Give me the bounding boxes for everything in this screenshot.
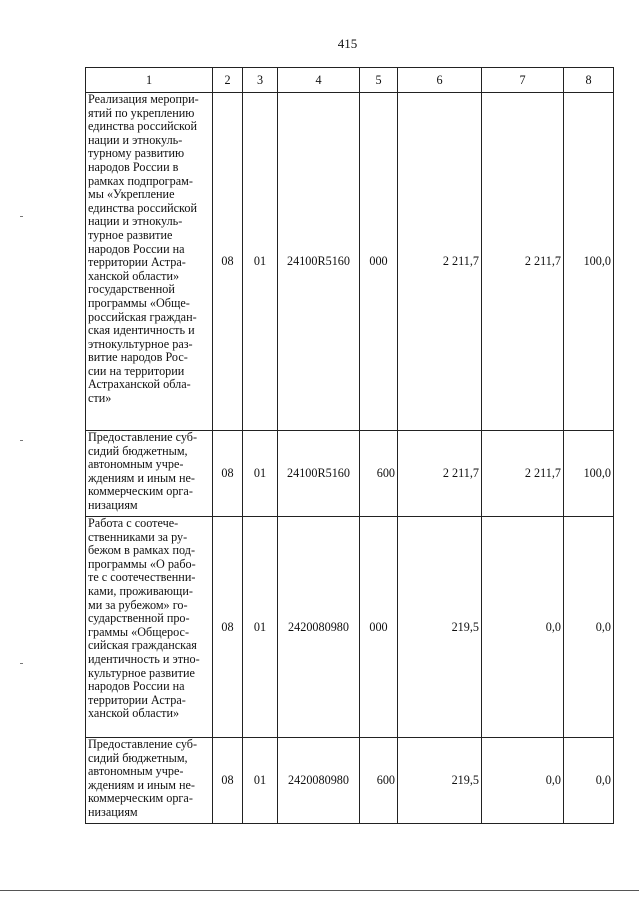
row-name: Реализация меропри- ятий по укреплению единства российской нации и этнокуль- турному развитию народов России в рамках подпрограм- мы «Укрепление единства российской нации и этнокуль- турное развитие народов России на территории Астра- ханской области» государственной программы «Обще- российская граждан- ская идентичность и этнокультурное раз- витие народов Рос- сии на территории Астраханской обла- сти» [86, 93, 213, 431]
row-value-7: 0,0 [482, 738, 564, 824]
row-value-7: 0,0 [482, 517, 564, 738]
header-col-7: 7 [482, 68, 564, 93]
table-row [86, 738, 614, 824]
row-target-article: 24100R5160 [278, 431, 360, 517]
header-col-4: 4 [278, 68, 360, 93]
row-value-6: 219,5 [398, 738, 482, 824]
row-value-8: 0,0 [564, 738, 614, 824]
row-value-8: 100,0 [564, 93, 614, 431]
row-target-article: 24100R5160 [278, 93, 360, 431]
row-subsection: 01 [243, 431, 278, 517]
header-col-5: 5 [360, 68, 398, 93]
row-subsection: 01 [243, 738, 278, 824]
table-row [86, 517, 614, 738]
row-target-article: 2420080980 [278, 517, 360, 738]
row-section: 08 [213, 738, 243, 824]
row-section: 08 [213, 93, 243, 431]
row-value-6: 219,5 [398, 517, 482, 738]
row-section: 08 [213, 431, 243, 517]
row-name: Предоставление суб- сидий бюджетным, автономным учре- ждениям и иным не- коммерческим орга- низациям [86, 738, 213, 824]
header-col-1: 1 [86, 68, 213, 93]
row-value-6: 2 211,7 [398, 93, 482, 431]
header-col-6: 6 [398, 68, 482, 93]
row-value-8: 0,0 [564, 517, 614, 738]
header-col-2: 2 [213, 68, 243, 93]
row-value-7: 2 211,7 [482, 93, 564, 431]
row-subsection: 01 [243, 93, 278, 431]
header-col-3: 3 [243, 68, 278, 93]
row-expense-type: 000 [360, 517, 398, 738]
page-bottom-rule [0, 890, 639, 891]
row-value-7: 2 211,7 [482, 431, 564, 517]
page-number: 415 [337, 36, 358, 51]
budget-table [85, 67, 614, 824]
scan-mark [20, 440, 23, 441]
row-expense-type: 600 [360, 431, 398, 517]
row-value-6: 2 211,7 [398, 431, 482, 517]
row-subsection: 01 [243, 517, 278, 738]
header-row [86, 68, 614, 93]
row-expense-type: 000 [360, 93, 398, 431]
header-col-8: 8 [564, 68, 614, 93]
row-expense-type: 600 [360, 738, 398, 824]
table-row [86, 431, 614, 517]
scan-mark [20, 216, 23, 217]
row-value-8: 100,0 [564, 431, 614, 517]
table-row [86, 93, 614, 431]
row-target-article: 2420080980 [278, 738, 360, 824]
row-name: Предоставление суб- сидий бюджетным, автономным учре- ждениям и иным не- коммерческим орга- низациям [86, 431, 213, 517]
row-section: 08 [213, 517, 243, 738]
scan-mark [20, 663, 23, 664]
row-name: Работа с соотече- ственниками за ру- бежом в рамках под- программы «О рабо- те с соотечественни- ками, проживающи- ми за рубежом» го- сударственной про- граммы «Общерос- сийская гражданская идентичность и этно- культурное развитие народов России на территории Астра- ханской области» [86, 517, 213, 738]
